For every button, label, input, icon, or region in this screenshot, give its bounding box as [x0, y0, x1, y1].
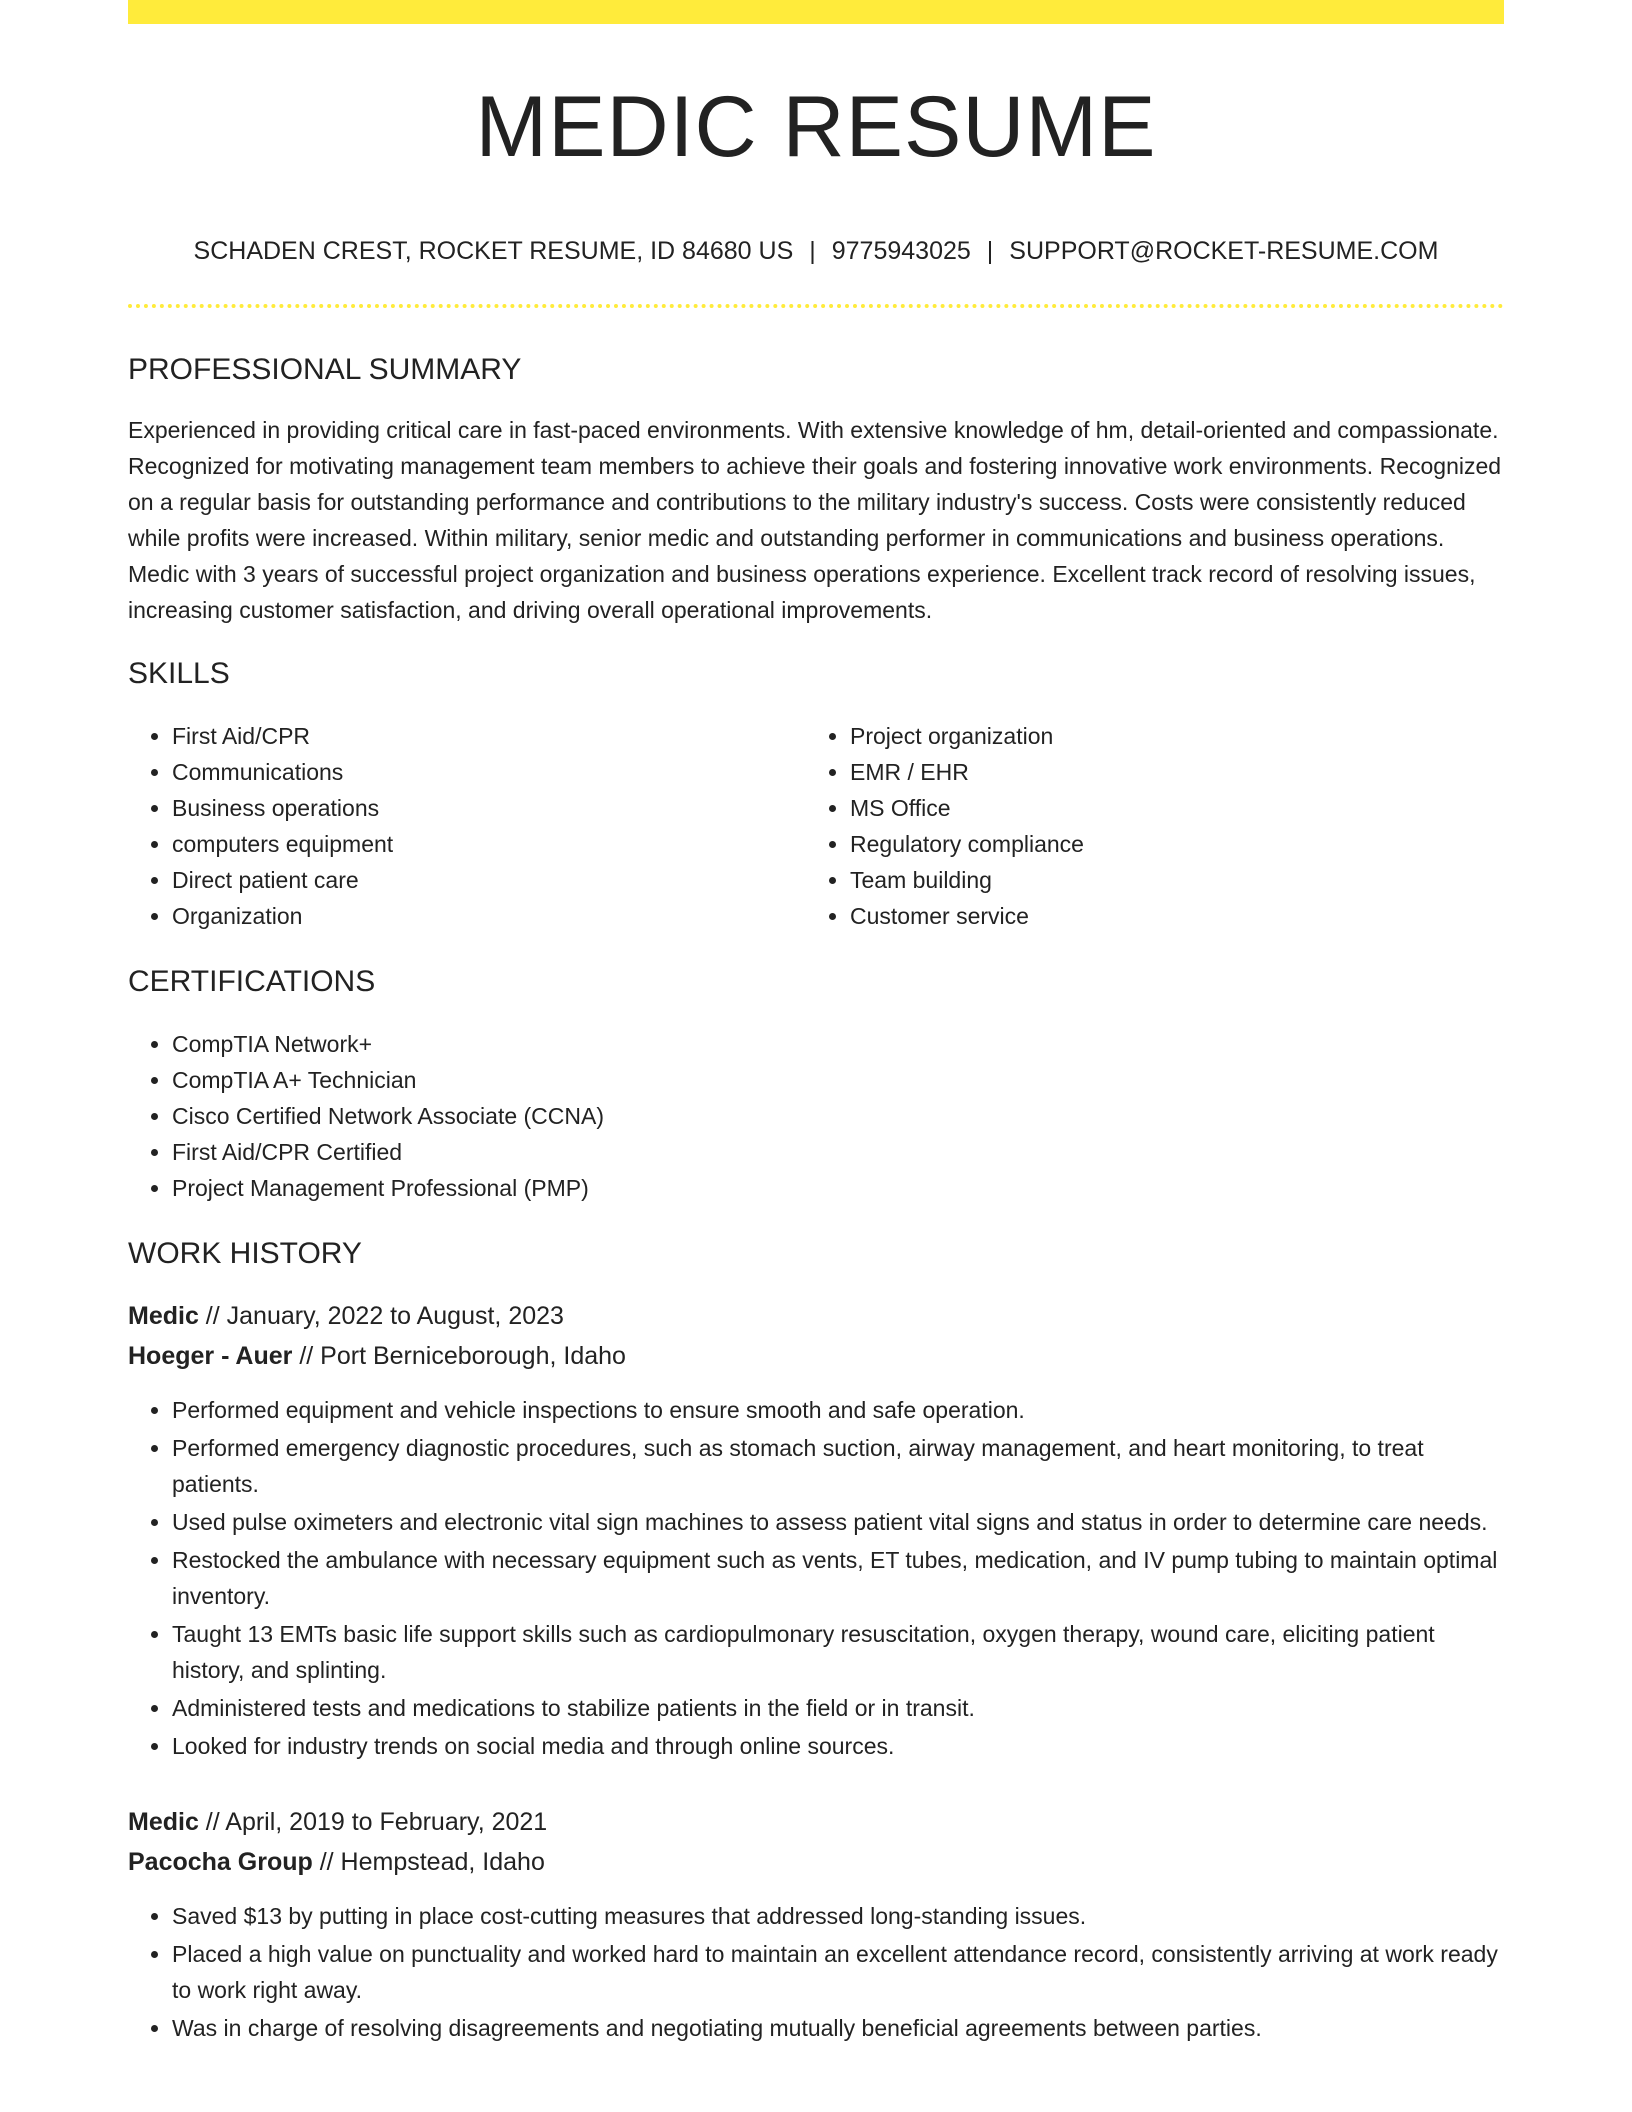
skill-item: • MS Office	[850, 790, 1484, 826]
job-bullet: • Performed emergency diagnostic procedures, such as stomach suction, airway management, and heart monitoring, to treat patients.	[172, 1430, 1504, 1502]
job-company: Pacocha Group	[128, 1848, 313, 1876]
certification-item: • Project Management Professional (PMP)	[172, 1170, 1504, 1206]
job-title-line	[128, 1296, 1504, 1336]
skill-item: • Team building	[850, 862, 1484, 898]
skills-column-left	[128, 718, 806, 934]
job-dates: // April, 2019 to February, 2021	[198, 1808, 548, 1836]
skills-heading: SKILLS	[128, 657, 230, 690]
job-company-line	[128, 1336, 1504, 1376]
job-location: // Port Berniceborough, Idaho	[292, 1342, 626, 1370]
job-bullet-list	[128, 1898, 1504, 2046]
resume-page	[128, 0, 1504, 2048]
job-bullet: • Used pulse oximeters and electronic vital sign machines to assess patient vital signs and status in order to determine care needs.	[172, 1504, 1504, 1540]
job-company-line	[128, 1842, 1504, 1882]
job-role: Medic	[128, 1808, 199, 1836]
skill-item: • Project organization	[850, 718, 1484, 754]
certification-item: • CompTIA Network+	[172, 1026, 1504, 1062]
job-entry	[128, 1802, 1504, 2046]
contact-line	[128, 236, 1504, 266]
job-bullet: • Taught 13 EMTs basic life support skills such as cardiopulmonary resuscitation, oxygen therapy, wound care, eliciting patient history, and splinting.	[172, 1616, 1504, 1688]
job-bullet: • Saved $13 by putting in place cost-cutting measures that addressed long-standing issues.	[172, 1898, 1504, 1934]
contact-phone: 9775943025	[831, 237, 971, 265]
skill-item: • EMR / EHR	[850, 754, 1484, 790]
certification-item: • CompTIA A+ Technician	[172, 1062, 1504, 1098]
work-history-heading: WORK HISTORY	[128, 1237, 362, 1270]
contact-address: SCHADEN CREST, ROCKET RESUME, ID 84680 US	[193, 237, 794, 265]
skill-item: • Customer service	[850, 898, 1484, 934]
summary-text: Experienced in providing critical care in fast-paced environments. With extensive knowledge of hm, detail-oriented and compassionate. Recognized for motivating management team members to achieve their goals and fostering innovative work environments. Recognized on a regular basis for outstanding performance and contributions to the military industry's success. Costs were consistently reduced while profits were increased. Within military, senior medic and outstanding performer in communications and business operations. Medic with 3 years of successful project organization and business operations experience. Excellent track record of resolving issues, increasing customer satisfaction, and driving overall operational improvements.	[128, 417, 1502, 623]
job-location: // Hempstead, Idaho	[312, 1848, 545, 1876]
job-title-line	[128, 1802, 1504, 1842]
skill-item: • Organization	[172, 898, 806, 934]
job-dates: // January, 2022 to August, 2023	[198, 1302, 564, 1330]
job-bullet: • Looked for industry trends on social media and through online sources.	[172, 1728, 1504, 1764]
skill-item: • First Aid/CPR	[172, 718, 806, 754]
certification-item: • Cisco Certified Network Associate (CCNA)	[172, 1098, 1504, 1134]
job-bullet: • Was in charge of resolving disagreements and negotiating mutually beneficial agreements between parties.	[172, 2010, 1504, 2046]
skill-item: • Communications	[172, 754, 806, 790]
job-bullet: • Placed a high value on punctuality and worked hard to maintain an excellent attendance record, consistently arriving at work ready to work right away.	[172, 1936, 1504, 2008]
contact-email[interactable]: SUPPORT@ROCKET-RESUME.COM	[1009, 237, 1439, 265]
summary-heading: PROFESSIONAL SUMMARY	[128, 353, 522, 386]
skill-item: • computers equipment	[172, 826, 806, 862]
job-bullet: • Performed equipment and vehicle inspections to ensure smooth and safe operation.	[172, 1392, 1504, 1428]
job-entry	[128, 1296, 1504, 1764]
job-bullet: • Restocked the ambulance with necessary equipment such as vents, ET tubes, medication, and IV pump tubing to maintain optimal inventory.	[172, 1542, 1504, 1614]
certification-item: • First Aid/CPR Certified	[172, 1134, 1504, 1170]
job-role: Medic	[128, 1302, 199, 1330]
top-accent-bar	[128, 0, 1504, 24]
skills-column-right	[806, 718, 1484, 934]
skill-item: • Regulatory compliance	[850, 826, 1484, 862]
skills-list	[128, 718, 1504, 934]
skill-item: • Direct patient care	[172, 862, 806, 898]
resume-title: MEDIC RESUME	[475, 79, 1157, 175]
certifications-list	[128, 1026, 1504, 1206]
contact-separator: |	[986, 237, 994, 265]
certifications-heading: CERTIFICATIONS	[128, 965, 376, 998]
job-bullet: • Administered tests and medications to stabilize patients in the field or in transit.	[172, 1690, 1504, 1726]
header-divider	[128, 304, 1504, 308]
skill-item: • Business operations	[172, 790, 806, 826]
job-bullet-list	[128, 1392, 1504, 1764]
job-company: Hoeger - Auer	[128, 1342, 293, 1370]
contact-separator: |	[809, 237, 816, 265]
